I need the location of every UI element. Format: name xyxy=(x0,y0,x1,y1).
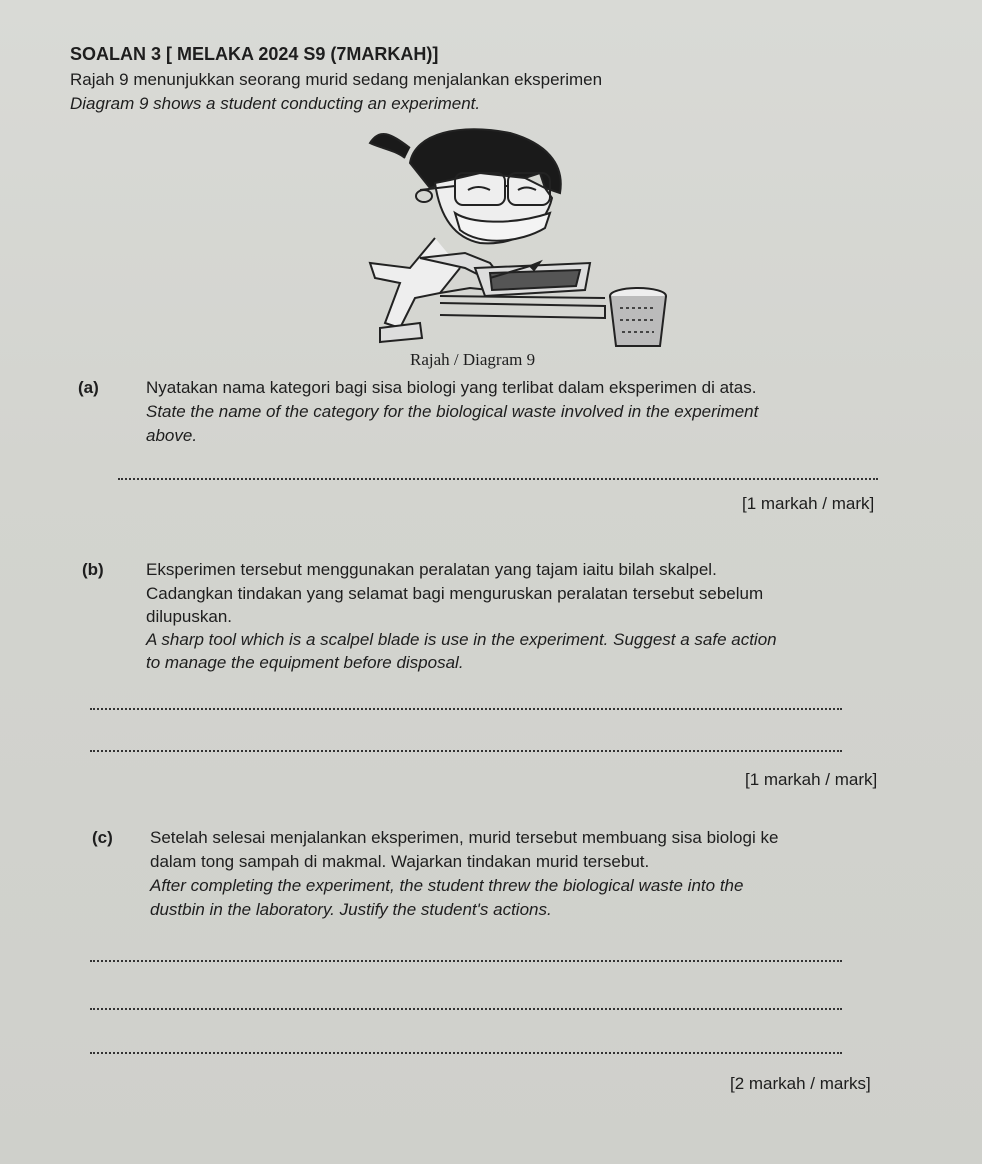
answer-line-c-2[interactable] xyxy=(90,1008,842,1010)
question-a-english-line-2: above. xyxy=(146,426,198,445)
intro-malay: Rajah 9 menunjukkan seorang murid sedang menjalankan eksperimen xyxy=(70,70,603,89)
question-b-malay-line-1: Eksperimen tersebut menggunakan peralatan yang tajam iaitu bilah skalpel. xyxy=(146,560,717,579)
question-b-malay-line-3: dilupuskan. xyxy=(146,607,233,626)
question-a-marks: [1 markah / mark] xyxy=(742,494,875,513)
question-c-malay-line-1: Setelah selesai menjalankan eksperimen, murid tersebut membuang sisa biologi ke xyxy=(150,828,779,847)
answer-line-c-3[interactable] xyxy=(90,1052,842,1054)
question-c-english-line-1: After completing the experiment, the student threw the biological waste into the xyxy=(150,876,744,895)
question-c-malay-line-2: dalam tong sampah di makmal. Wajarkan tindakan murid tersebut. xyxy=(150,852,650,871)
question-b-label: (b) xyxy=(82,560,104,579)
dustbin-icon xyxy=(610,288,666,346)
question-b-english-line-1: A sharp tool which is a scalpel blade is use in the experiment. Suggest a safe action xyxy=(146,630,777,649)
question-b-marks: [1 markah / mark] xyxy=(745,770,878,789)
question-title: SOALAN 3 [ MELAKA 2024 S9 (7MARKAH)] xyxy=(70,44,439,64)
bench-icon xyxy=(440,296,605,318)
answer-line-a-1[interactable] xyxy=(118,478,878,480)
question-a-malay: Nyatakan nama kategori bagi sisa biologi yang terlibat dalam eksperimen di atas. xyxy=(146,378,757,397)
answer-line-b-1[interactable] xyxy=(90,708,842,710)
figure-caption: Rajah / Diagram 9 xyxy=(410,350,536,369)
question-a-english-line-1: State the name of the category for the biological waste involved in the experiment xyxy=(146,402,759,421)
question-b-malay-line-2: Cadangkan tindakan yang selamat bagi menguruskan peralatan tersebut sebelum xyxy=(146,584,764,603)
question-b-english-line-2: to manage the equipment before disposal. xyxy=(146,653,464,672)
student-icon xyxy=(370,129,561,342)
answer-line-c-1[interactable] xyxy=(90,960,842,962)
question-a-label: (a) xyxy=(78,378,99,397)
intro-english: Diagram 9 shows a student conducting an experiment. xyxy=(70,94,481,113)
question-c-english-line-2: dustbin in the laboratory. Justify the student's actions. xyxy=(150,900,552,919)
answer-line-b-2[interactable] xyxy=(90,750,842,752)
diagram-9 xyxy=(340,118,680,358)
question-c-label: (c) xyxy=(92,828,113,847)
question-c-marks: [2 markah / marks] xyxy=(730,1074,871,1093)
